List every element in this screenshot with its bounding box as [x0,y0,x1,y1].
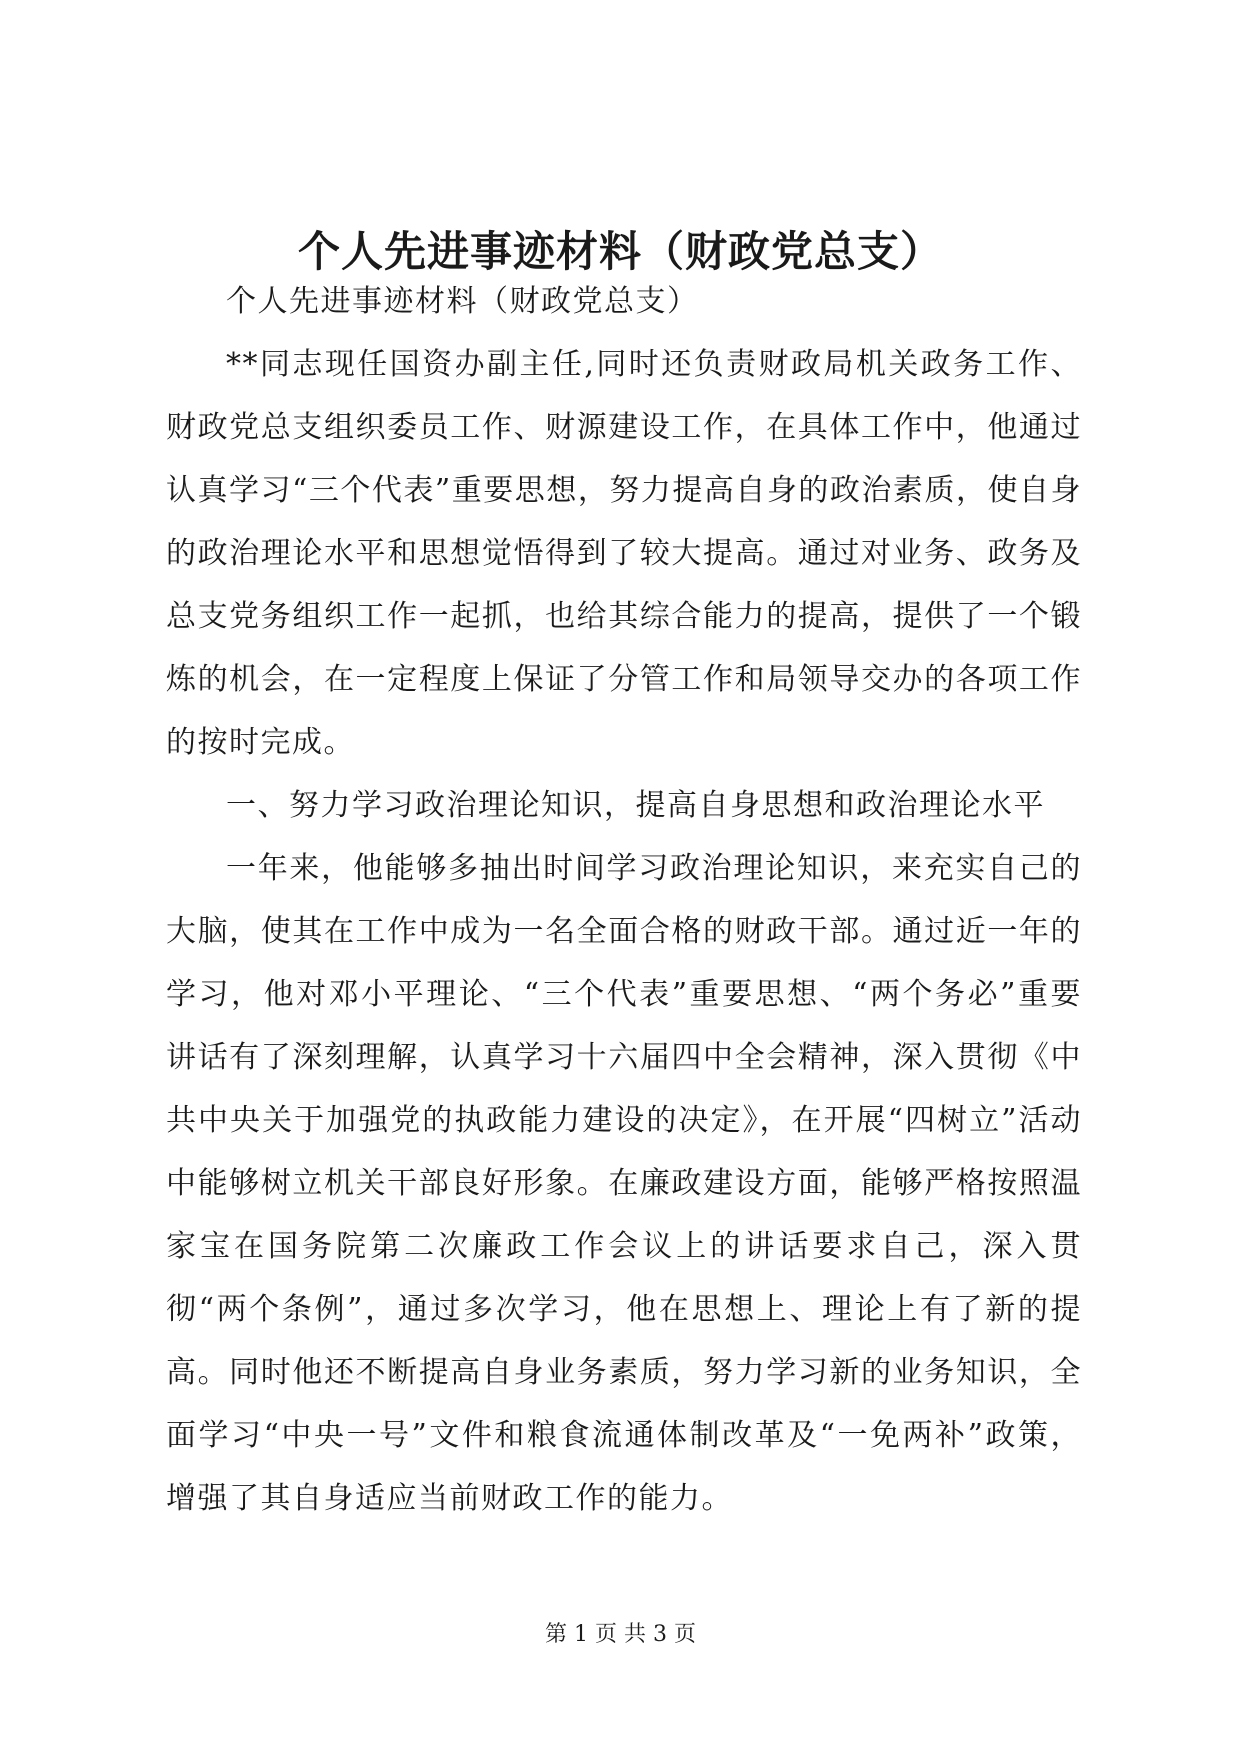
body-paragraph: 一年来，他能够多抽出时间学习政治理论知识，来充实自己的大脑，使其在工作中成为一名全面合格的财政干部。通过近一年的学习，他对邓小平理论、“三个代表”重要思想、“两个务必”重要讲话有了深刻理解，认真学习十六届四中全会精神，深入贯彻《中共中央关于加强党的执政能力建设的决定》，在开展“四树立”活动中能够树立机关干部良好形象。在廉政建设方面，能够严格按照温家宝在国务院第二次廉政工作会议上的讲话要求自己，深入贯彻“两个条例”，通过多次学习，他在思想上、理论上有了新的提高。同时他还不断提高自身业务素质，努力学习新的业务知识，全面学习“中央一号”文件和粮食流通体制改革及“一免两补”政策，增强了其自身适应当前财政工作的能力。 [166,851,1082,1516]
intro-paragraph: **同志现任国资办副主任,同时还负责财政局机关政务工作、财政党总支组织委员工作、财源建设工作，在具体工作中，他通过认真学习“三个代表”重要思想，努力提高自身的政治素质，使自身的政治理论水平和思想觉悟得到了较大提高。通过对业务、政务及总支党务组织工作一起抓，也给其综合能力的提高，提供了一个锻炼的机会，在一定程度上保证了分管工作和局领导交办的各项工作的按时完成。 [166,347,1082,760]
document-body [166,270,1082,1530]
section-heading: 一、努力学习政治理论知识，提高自身思想和政治理论水平 [226,788,1045,823]
document-title: 个人先进事迹材料（财政党总支） [297,227,943,276]
subtitle-paragraph: 个人先进事迹材料（财政党总支） [226,284,699,319]
page-footer: 第 1 页 共 3 页 [545,1622,696,1647]
